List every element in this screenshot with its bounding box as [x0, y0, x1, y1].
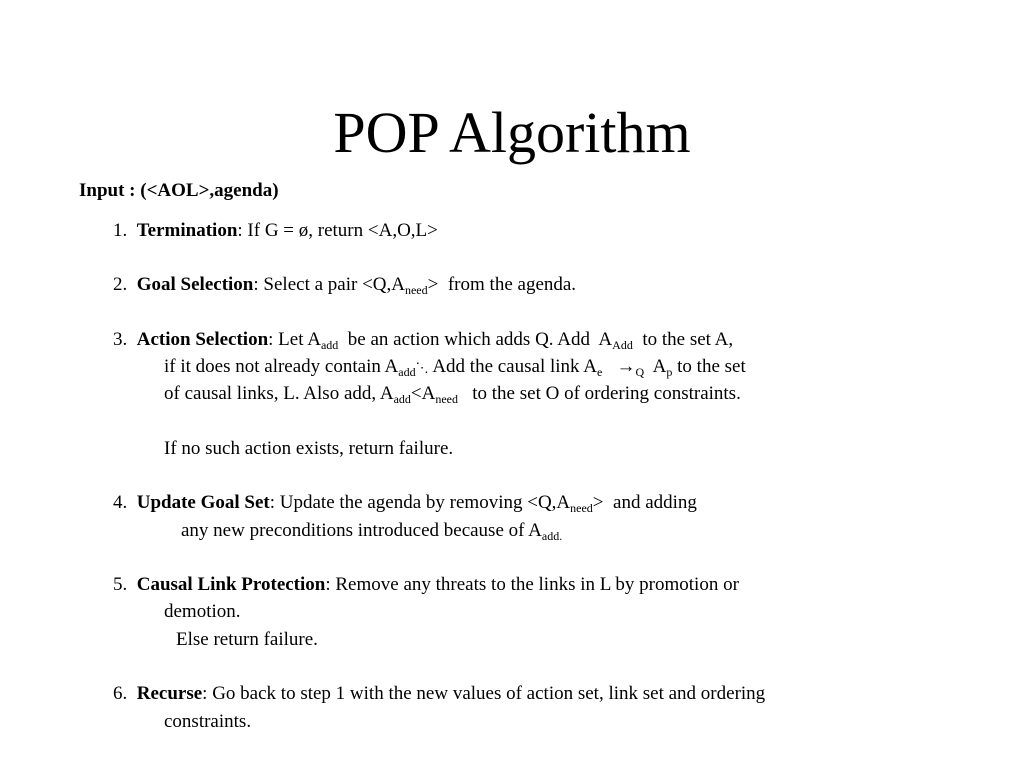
step-3-line-1 [113, 328, 733, 352]
step-3-failure: If no such action exists, return failure. [164, 438, 454, 459]
step-6-line-2: constraints. [164, 711, 252, 732]
step-3-number: 3. [113, 329, 128, 350]
p-subscript: p [666, 365, 673, 379]
step-5-number: 5. [113, 574, 128, 595]
step-4-text: and adding [613, 492, 697, 513]
less-than-symbol: < [410, 383, 422, 404]
step-3-text: A [421, 383, 436, 404]
add-subscript: add [398, 365, 416, 379]
input-line [79, 179, 279, 203]
step-4-text: any new preconditions introduced because of A [181, 520, 542, 541]
step-3-text: A [598, 329, 613, 350]
add-subscript: add. [541, 529, 563, 543]
need-subscript: need [570, 501, 593, 515]
add-subscript: add [393, 392, 411, 406]
q-subscript: Q [635, 365, 645, 379]
e-subscript: e [596, 365, 603, 379]
step-1-text: : If G = ø, return <A,O,L> [237, 220, 438, 241]
step-3-text: if it does not already contain A [164, 356, 399, 377]
step-3-line-2 [164, 355, 746, 380]
step-6-number: 6. [113, 683, 128, 704]
add-subscript: Add [612, 338, 633, 352]
step-2-close: > [427, 274, 439, 295]
step-4-line-1 [113, 491, 697, 515]
step-2-tail: from the agenda. [447, 274, 577, 295]
step-1-number: 1. [113, 220, 128, 241]
dots-glyph: ⋱ [415, 360, 429, 375]
step-4-text: > [592, 492, 604, 513]
step-3-text: A [652, 356, 667, 377]
step-3-text: of causal links, L. Also add, A [164, 383, 394, 404]
step-4-name: Update Goal Set [136, 492, 270, 513]
step-2-number: 2. [113, 274, 128, 295]
input-label: Input : (<AOL>,agenda) [79, 180, 279, 201]
step-4-line-2 [181, 519, 562, 543]
step-1-line [113, 219, 438, 243]
arrow-icon: → [616, 356, 636, 377]
step-3-text: to the set [677, 356, 746, 377]
step-3-text: Add the causal link A [432, 356, 597, 377]
step-6-name: Recurse [136, 683, 203, 704]
step-3-text: : Let A [268, 329, 321, 350]
add-subscript: add [320, 338, 339, 352]
step-5-line-2: demotion. [164, 601, 241, 622]
step-3-line-3 [164, 382, 741, 406]
step-5-name: Causal Link Protection [136, 574, 326, 595]
step-3-text: to the set A, [642, 329, 734, 350]
step-2-name: Goal Selection [136, 274, 254, 295]
step-3-name: Action Selection [136, 329, 269, 350]
step-6-line-1 [113, 682, 765, 706]
step-1-name: Termination [136, 220, 238, 241]
step-4-number: 4. [113, 492, 128, 513]
step-6-text: : Go back to step 1 with the new values of action set, link set and ordering [202, 683, 766, 704]
step-5-line-3: Else return failure. [176, 629, 318, 650]
need-subscript: need [404, 283, 428, 297]
need-subscript: need [435, 392, 458, 406]
step-2-line [113, 273, 576, 297]
step-3-text: to the set O of ordering constraints. [472, 383, 741, 404]
slide-title: POP Algorithm [333, 100, 691, 165]
step-5-text: : Remove any threats to the links in L by promotion or [325, 574, 739, 595]
step-2-text: : Select a pair <Q,A [253, 274, 405, 295]
step-4-text: : Update the agenda by removing <Q,A [269, 492, 571, 513]
step-3-text: be an action which adds Q. Add [347, 329, 590, 350]
step-5-line-1 [113, 573, 739, 597]
